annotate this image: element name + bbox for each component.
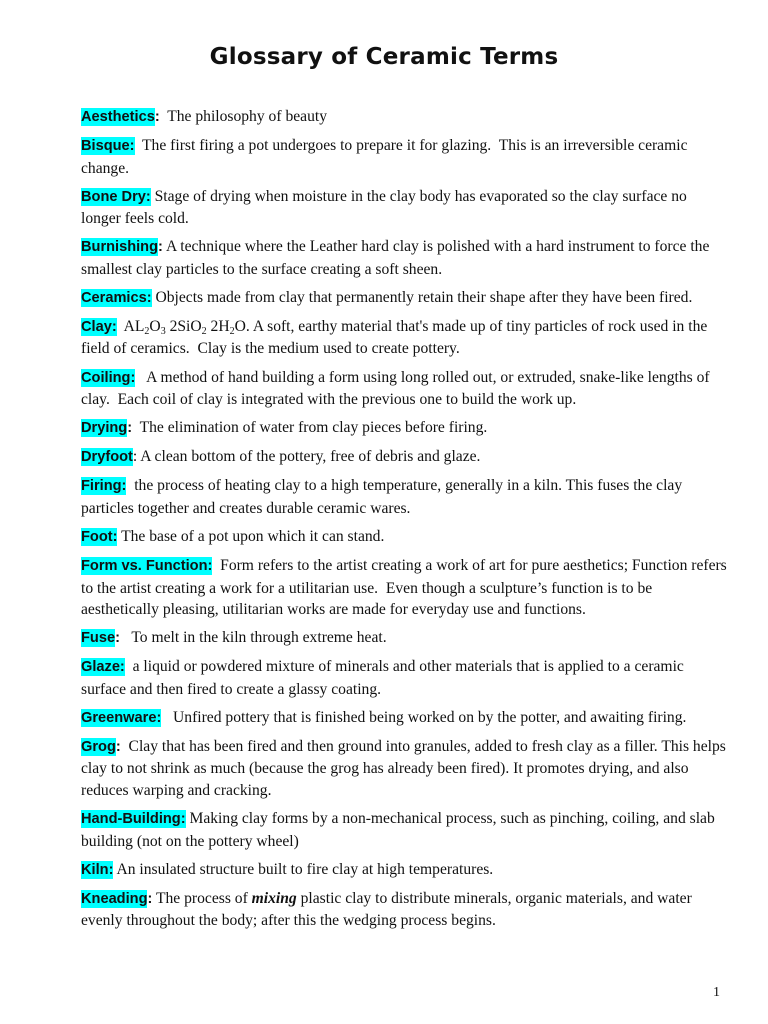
definition-text: Form refers to the artist creating a work of art for pure aesthetics; Function refers to the artist creating a work for a utilitarian use. Even though a sculpture’s function is to be aesthetically pleasing, utilitarian works are made for everyday use and functions. bbox=[81, 557, 731, 619]
glossary-definition bbox=[81, 238, 713, 278]
term-separator: : bbox=[158, 239, 163, 256]
glossary-entry bbox=[81, 417, 729, 440]
definition-text: : A clean bottom of the pottery, free of debris and glaze. bbox=[132, 448, 481, 466]
glossary-term: Greenware: bbox=[81, 709, 162, 726]
glossary-term: Glaze: bbox=[81, 659, 125, 676]
page-number: 1 bbox=[713, 985, 720, 1000]
glossary-definition bbox=[81, 658, 688, 698]
definition-text: The philosophy of beauty bbox=[159, 108, 328, 125]
definition-text: An insulated structure built to fire clay at high temperatures. bbox=[113, 860, 494, 878]
glossary-term: Kiln: bbox=[81, 861, 114, 878]
glossary-entry bbox=[81, 236, 729, 280]
glossary-definition bbox=[120, 629, 387, 646]
glossary-entry bbox=[81, 656, 729, 700]
definition-text: AL bbox=[116, 317, 145, 335]
glossary-definition bbox=[113, 861, 493, 878]
term-separator: : bbox=[154, 109, 160, 125]
definition-text: The base of a pot upon which it can stand. bbox=[117, 527, 385, 545]
glossary-entry bbox=[81, 627, 729, 650]
glossary-term: Form vs. Function: bbox=[81, 558, 213, 575]
glossary-definition bbox=[152, 289, 693, 306]
chemical-subscript: 2 bbox=[201, 325, 207, 337]
glossary-term: Bone Dry: bbox=[81, 188, 151, 205]
glossary-definition bbox=[81, 137, 691, 177]
chemical-subscript: 3 bbox=[160, 325, 166, 337]
glossary-entry bbox=[81, 736, 729, 802]
definition-text: a liquid or powdered mixture of minerals and other materials that is applied to a ceramic surface and then fired to create a glassy coating. bbox=[81, 658, 688, 698]
glossary-term: Kneading bbox=[81, 890, 148, 907]
glossary-term: Aesthetics bbox=[81, 109, 155, 125]
glossary-definition bbox=[81, 890, 696, 930]
definition-text: O. A soft, earthy material that's made up of tiny particles of rock used in the field of ceramics. Clay is the medium used to create pottery. bbox=[81, 317, 712, 358]
glossary-term: Bisque: bbox=[81, 138, 135, 155]
definition-text: Unfired pottery that is finished being worked on by the potter, and awaiting firing. bbox=[161, 708, 687, 726]
definition-text: Making clay forms by a non-mechanical process, such as pinching, coiling, and slab building (not on the pottery wheel) bbox=[81, 810, 719, 850]
emphasis bbox=[252, 890, 297, 907]
glossary-definition bbox=[81, 188, 691, 228]
definition-text: 2H bbox=[206, 317, 230, 335]
definition-text: 2SiO bbox=[165, 317, 202, 335]
glossary-term: Foot: bbox=[81, 528, 118, 545]
glossary-entry bbox=[81, 555, 729, 621]
definition-text: The process of bbox=[152, 889, 252, 907]
glossary-entry bbox=[81, 316, 729, 360]
definition-text: plastic clay to distribute minerals, organic materials, and water evenly throughout the body; after this the wedging process begins. bbox=[81, 889, 696, 930]
definition-text: To melt in the kiln through extreme heat. bbox=[119, 629, 387, 647]
glossary-term: Clay: bbox=[81, 318, 117, 335]
glossary-entry bbox=[81, 526, 729, 549]
glossary-entry bbox=[81, 446, 729, 469]
term-separator: : bbox=[115, 630, 120, 647]
glossary-entry bbox=[81, 186, 729, 230]
glossary-term: Firing: bbox=[81, 478, 127, 495]
glossary-definition bbox=[81, 738, 730, 799]
glossary-definition bbox=[133, 448, 481, 465]
definition-text: Objects made from clay that permanently retain their shape after they have been fired. bbox=[151, 288, 693, 306]
glossary-definition bbox=[161, 709, 686, 726]
glossary-definition bbox=[132, 419, 487, 436]
glossary-entry bbox=[81, 888, 729, 932]
glossary-entry bbox=[81, 287, 729, 310]
glossary-term: Hand-Building: bbox=[81, 811, 186, 827]
term-separator: : bbox=[115, 738, 121, 755]
glossary-entry bbox=[81, 135, 729, 179]
glossary-term: Dryfoot bbox=[81, 449, 133, 466]
glossary-term: Fuse bbox=[81, 630, 116, 647]
definition-text: Clay that has been fired and then ground into granules, added to fresh clay as a filler. This helps clay to not shrink as much (because the grog has already been fired). It promotes drying, and also reduces warping and cracking. bbox=[81, 737, 730, 799]
glossary-entry bbox=[81, 808, 729, 852]
term-separator: : bbox=[127, 420, 133, 437]
emphasis-text: mixing bbox=[251, 889, 297, 907]
glossary-entry bbox=[81, 106, 729, 129]
glossary-term: Coiling: bbox=[81, 369, 136, 386]
definition-text: O bbox=[149, 317, 161, 335]
glossary-definition bbox=[81, 318, 711, 358]
definition-text: Stage of drying when moisture in the clay body has evaporated so the clay surface no longer feels cold. bbox=[81, 187, 691, 228]
chemical-subscript: 2 bbox=[229, 325, 235, 337]
glossary-definition bbox=[81, 477, 686, 517]
chemical-subscript: 2 bbox=[144, 325, 150, 337]
glossary-entry bbox=[81, 367, 729, 411]
glossary-term: Burnishing bbox=[81, 239, 159, 256]
glossary-list bbox=[81, 106, 729, 938]
glossary-term: Grog bbox=[81, 738, 116, 755]
glossary-definition bbox=[160, 108, 327, 125]
glossary-entry bbox=[81, 859, 729, 882]
glossary-definition bbox=[117, 528, 384, 545]
definition-text: the process of heating clay to a high temperature, generally in a kiln. This fuses the clay particles together and creates durable ceramic wares. bbox=[81, 477, 687, 517]
glossary-definition bbox=[81, 369, 714, 409]
term-separator: : bbox=[147, 890, 153, 907]
glossary-entry bbox=[81, 475, 729, 519]
definition-text: A method of hand building a form using long rolled out, or extruded, snake-like lengths of clay. Each coil of clay is integrated with the previous one to build the work up. bbox=[81, 368, 714, 409]
definition-text: A technique where the Leather hard clay is polished with a hard instrument to force the smallest clay particles to the surface creating a soft sheen. bbox=[81, 238, 714, 278]
glossary-term: Ceramics: bbox=[81, 289, 152, 306]
glossary-entry bbox=[81, 707, 729, 730]
definition-text: The elimination of water from clay pieces before firing. bbox=[132, 419, 488, 437]
definition-text: The first firing a pot undergoes to prepare it for glazing. This is an irreversible ceramic change. bbox=[81, 137, 692, 177]
glossary-term: Drying bbox=[81, 420, 128, 437]
page-title: Glossary of Ceramic Terms bbox=[209, 44, 559, 70]
